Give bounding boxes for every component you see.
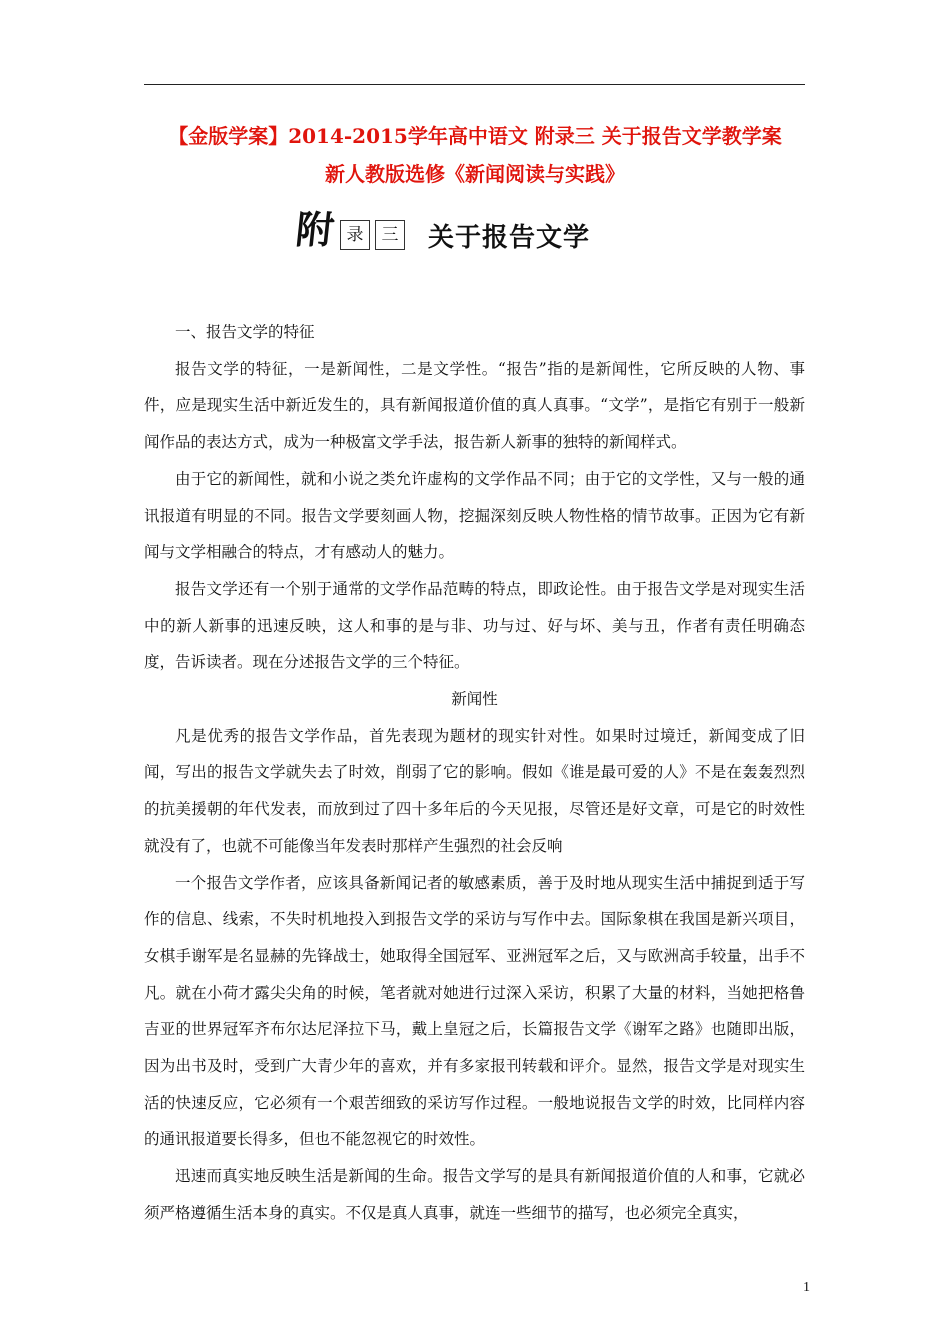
paragraph: 报告文学还有一个别于通常的文学作品范畴的特点，即政论性。由于报告文学是对现实生活中的新人新事的迅速反映，这人和事的是与非、功与过、好与坏、美与丑，作者有责任明确态度，告诉读者。现在分述报告文学的三个特征。 xyxy=(144,579,805,672)
section-banner xyxy=(293,205,591,255)
page-number: 1 xyxy=(803,1280,810,1295)
document-body xyxy=(144,314,805,1232)
paragraph: 迅速而真实地反映生活是新闻的生命。报告文学写的是具有新闻报道价值的人和事，它就必须严格遵循生活本身的真实。不仅是真人真事，就连一些细节的描写，也必须完全真实， xyxy=(144,1167,805,1222)
section-heading: 一、报告文学的特征 xyxy=(175,323,315,341)
subsection-heading: 新闻性 xyxy=(451,690,498,709)
paragraph: 由于它的新闻性，就和小说之类允许虚构的文学作品不同；由于它的文学性，又与一般的通讯报道有明显的不同。报告文学要刻画人物，挖掘深刻反映人物性格的情节故事。正因为它有新闻与文学相融合的特点，才有感动人的魅力。 xyxy=(144,469,805,562)
header-rule xyxy=(144,84,805,85)
banner-char-san: 三 xyxy=(375,220,405,250)
banner-title: 关于报告文学 xyxy=(428,222,591,253)
banner-char-lu: 录 xyxy=(340,220,370,250)
paragraph: 报告文学的特征，一是新闻性，二是文学性。“报告”指的是新闻性，它所反映的人物、事件，应是现实生活中新近发生的，具有新闻报道价值的真人真事。“文学”，是指它有别于一般新闻作品的表达方式，成为一种极富文学手法，报告新人新事的独特的新闻样式。 xyxy=(144,359,805,452)
paragraph: 凡是优秀的报告文学作品，首先表现为题材的现实针对性。如果时过境迁，新闻变成了旧闻，写出的报告文学就失去了时效，削弱了它的影响。假如《谁是最可爱的人》不是在轰轰烈烈的抗美援朝的年代发表，而放到过了四十多年后的今天见报，尽管还是好文章，可是它的时效性就没有了，也就不可能像当年发表时那样产生强烈的社会反响 xyxy=(144,726,805,855)
paragraph: 一个报告文学作者，应该具备新闻记者的敏感素质，善于及时地从现实生活中捕捉到适于写作的信息、线索，不失时机地投入到报告文学的采访与写作中去。国际象棋在我国是新兴项目，女棋手谢军是名显赫的先锋战士，她取得全国冠军、亚洲冠军之后，又与欧洲高手较量，出手不凡。就在小荷才露尖尖角的时候，笔者就对她进行过深入采访，积累了大量的材料，当她把格鲁吉亚的世界冠军齐布尔达尼泽拉下马，戴上皇冠之后，长篇报告文学《谢军之路》也随即出版，因为出书及时，受到广大青少年的喜欢，并有多家报刊转载和评介。显然，报告文学是对现实生活的快速反应，它必须有一个艰苦细致的采访写作过程。一般地说报告文学的时效，比同样内容的通讯报道要长得多，但也不能忽视它的时效性。 xyxy=(144,873,805,1149)
document-title-line2: 新人教版选修《新闻阅读与实践》 xyxy=(325,162,625,186)
banner-char-fu: 附 xyxy=(293,207,337,252)
document-title-line1: 【金版学案】2014-2015学年高中语文 附录三 关于报告文学教学案 xyxy=(168,124,782,148)
